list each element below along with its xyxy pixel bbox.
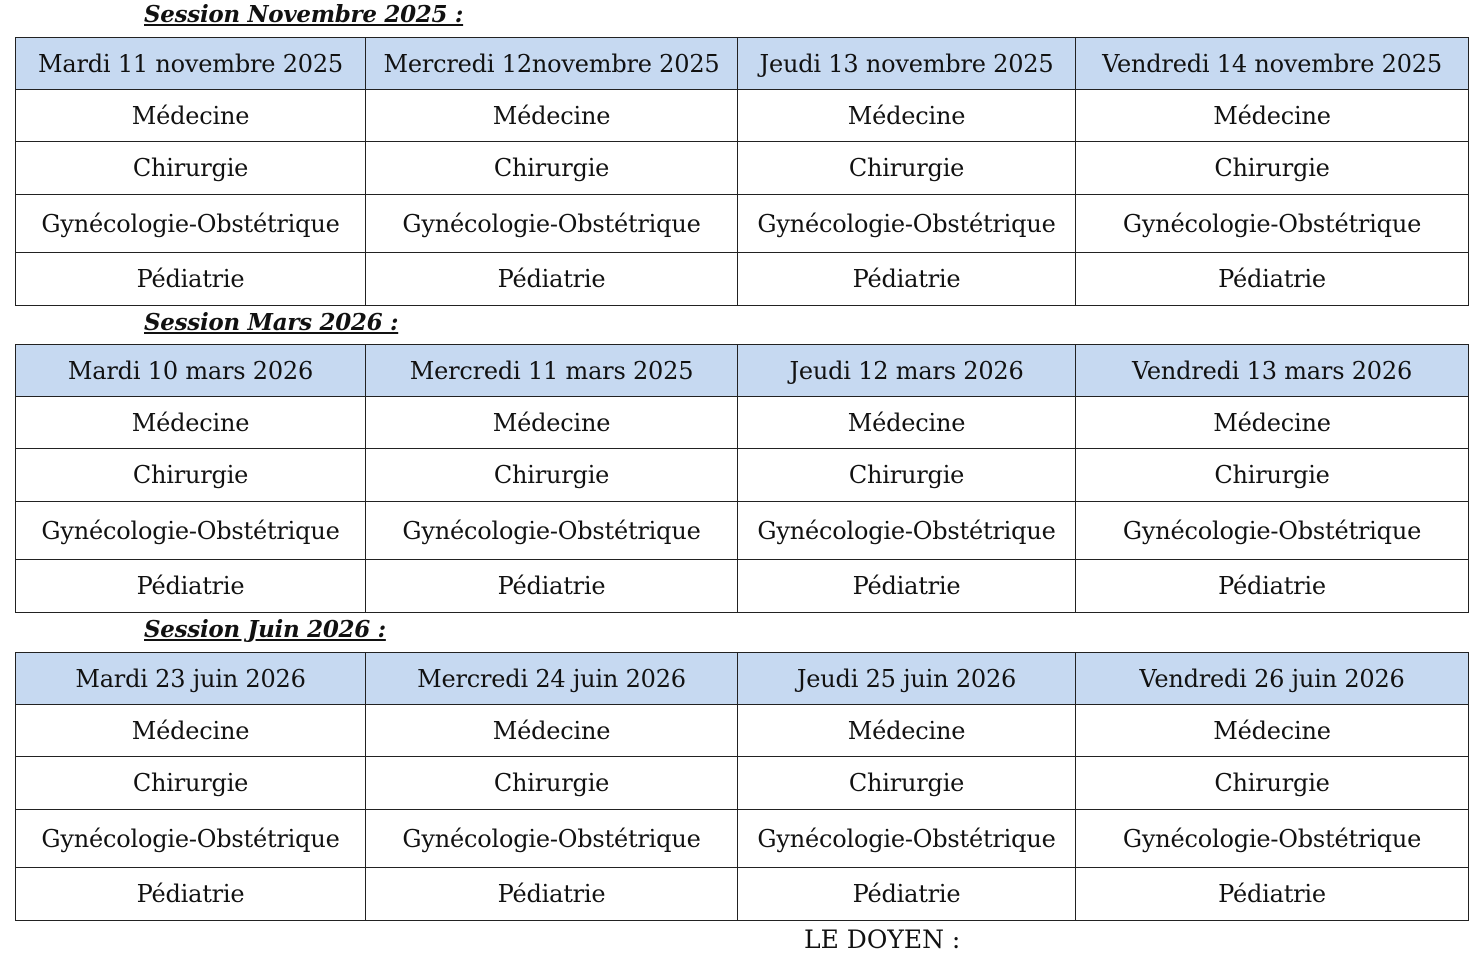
subject-cell: Médecine (16, 705, 366, 757)
subject-cell: Chirurgie (738, 142, 1076, 195)
subject-cell: Gynécologie-Obstétrique (738, 195, 1076, 253)
day-header: Mardi 11 novembre 2025 (16, 38, 366, 90)
subject-cell: Pédiatrie (1076, 560, 1469, 613)
subject-cell: Chirurgie (366, 449, 738, 502)
subject-row (16, 868, 1469, 921)
subject-row (16, 449, 1469, 502)
subject-cell: Chirurgie (366, 142, 738, 195)
subject-cell: Gynécologie-Obstétrique (16, 810, 366, 868)
schedule-table (15, 37, 1469, 306)
signature-label: LE DOYEN : (804, 925, 961, 954)
subject-cell: Médecine (738, 397, 1076, 449)
subject-cell: Pédiatrie (738, 253, 1076, 306)
day-header-row (16, 653, 1469, 705)
subject-cell: Gynécologie-Obstétrique (1076, 810, 1469, 868)
subject-cell: Médecine (738, 90, 1076, 142)
day-header: Mardi 10 mars 2026 (16, 345, 366, 397)
subject-cell: Pédiatrie (1076, 253, 1469, 306)
session-title: Session Juin 2026 : (144, 616, 386, 643)
subject-cell: Gynécologie-Obstétrique (1076, 195, 1469, 253)
subject-cell: Gynécologie-Obstétrique (366, 810, 738, 868)
session-title: Session Mars 2026 : (144, 309, 399, 336)
day-header: Jeudi 13 novembre 2025 (738, 38, 1076, 90)
subject-cell: Médecine (16, 397, 366, 449)
subject-cell: Chirurgie (366, 757, 738, 810)
subject-cell: Gynécologie-Obstétrique (1076, 502, 1469, 560)
subject-cell: Chirurgie (16, 449, 366, 502)
day-header-row (16, 38, 1469, 90)
subject-cell: Médecine (1076, 90, 1469, 142)
schedule-table (15, 652, 1469, 921)
subject-cell: Chirurgie (1076, 142, 1469, 195)
subject-cell: Médecine (738, 705, 1076, 757)
subject-row (16, 705, 1469, 757)
day-header: Vendredi 14 novembre 2025 (1076, 38, 1469, 90)
subject-cell: Chirurgie (16, 142, 366, 195)
subject-cell: Gynécologie-Obstétrique (738, 810, 1076, 868)
subject-cell: Pédiatrie (16, 560, 366, 613)
subject-cell: Pédiatrie (366, 560, 738, 613)
day-header: Vendredi 13 mars 2026 (1076, 345, 1469, 397)
day-header: Mercredi 12novembre 2025 (366, 38, 738, 90)
subject-cell: Gynécologie-Obstétrique (16, 502, 366, 560)
subject-row (16, 397, 1469, 449)
subject-cell: Pédiatrie (16, 868, 366, 921)
subject-cell: Gynécologie-Obstétrique (366, 195, 738, 253)
day-header: Mercredi 24 juin 2026 (366, 653, 738, 705)
schedule-table (15, 344, 1469, 613)
day-header-row (16, 345, 1469, 397)
subject-cell: Chirurgie (1076, 449, 1469, 502)
subject-cell: Médecine (1076, 397, 1469, 449)
subject-cell: Pédiatrie (366, 253, 738, 306)
subject-row (16, 253, 1469, 306)
subject-cell: Pédiatrie (366, 868, 738, 921)
subject-cell: Médecine (366, 397, 738, 449)
day-header: Jeudi 25 juin 2026 (738, 653, 1076, 705)
subject-row (16, 757, 1469, 810)
subject-cell: Chirurgie (738, 449, 1076, 502)
subject-row (16, 560, 1469, 613)
day-header: Vendredi 26 juin 2026 (1076, 653, 1469, 705)
subject-cell: Pédiatrie (1076, 868, 1469, 921)
subject-cell: Chirurgie (1076, 757, 1469, 810)
day-header: Mercredi 11 mars 2025 (366, 345, 738, 397)
subject-cell: Chirurgie (738, 757, 1076, 810)
subject-cell: Pédiatrie (16, 253, 366, 306)
subject-row (16, 142, 1469, 195)
subject-cell: Gynécologie-Obstétrique (16, 195, 366, 253)
subject-cell: Médecine (366, 705, 738, 757)
subject-row (16, 502, 1469, 560)
subject-cell: Gynécologie-Obstétrique (366, 502, 738, 560)
subject-row (16, 195, 1469, 253)
subject-cell: Médecine (16, 90, 366, 142)
subject-cell: Médecine (366, 90, 738, 142)
day-header: Jeudi 12 mars 2026 (738, 345, 1076, 397)
subject-row (16, 90, 1469, 142)
subject-cell: Pédiatrie (738, 868, 1076, 921)
subject-cell: Médecine (1076, 705, 1469, 757)
subject-row (16, 810, 1469, 868)
subject-cell: Pédiatrie (738, 560, 1076, 613)
day-header: Mardi 23 juin 2026 (16, 653, 366, 705)
subject-cell: Chirurgie (16, 757, 366, 810)
session-title: Session Novembre 2025 : (144, 1, 464, 28)
subject-cell: Gynécologie-Obstétrique (738, 502, 1076, 560)
